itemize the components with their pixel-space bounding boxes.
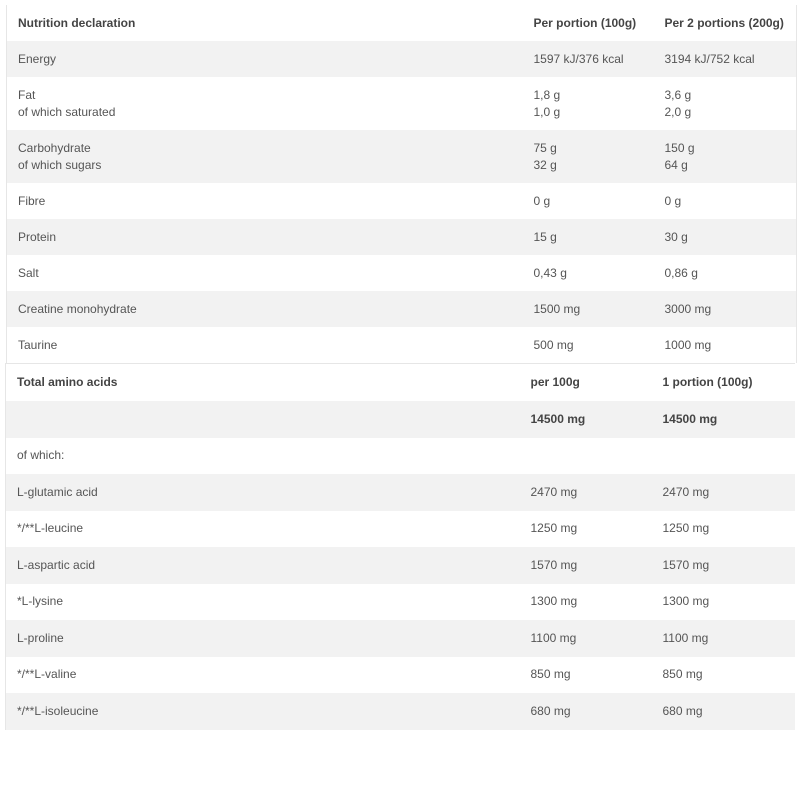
cell-value: 0,43 g — [533, 265, 567, 280]
row-label: of which: — [17, 448, 65, 462]
cell-value: 1500 mg — [533, 301, 581, 316]
per-portion-cell — [523, 255, 654, 291]
cell-value: 30 g — [664, 229, 688, 244]
column-header: Nutrition declaration — [18, 15, 136, 30]
per-portion-cell — [523, 77, 654, 130]
per-2-portions-cell — [654, 183, 797, 219]
cell-value: 500 mg — [533, 337, 574, 352]
cell-value: 850 mg — [662, 667, 703, 681]
row-label — [7, 41, 523, 77]
of-which-row — [6, 438, 795, 474]
cell-value: 1100 mg — [662, 630, 709, 645]
cell-value: 1000 mg — [664, 337, 712, 352]
per-portion-cell — [523, 41, 654, 77]
row-label: L-glutamic acid — [17, 484, 98, 499]
row-label — [7, 219, 523, 255]
cell-value: 1300 mg — [662, 594, 710, 608]
cell-value: 3194 kJ/752 kcal — [664, 51, 755, 66]
per-2-portions-cell — [654, 130, 797, 183]
cell-value: 150 g — [664, 140, 695, 155]
row-label: */**L-valine — [17, 667, 77, 681]
table-row — [6, 620, 795, 657]
per-2-portions-cell — [654, 327, 797, 363]
table-row — [7, 219, 797, 255]
per-2-portions-cell — [654, 255, 797, 291]
table-row — [6, 474, 795, 511]
per-2-portions-cell — [654, 41, 797, 77]
per-2-portions-cell — [654, 291, 797, 327]
column-header: 1 portion (100g) — [662, 374, 753, 389]
cell-value: 0,86 g — [664, 265, 698, 280]
row-label — [6, 401, 520, 438]
row-label — [7, 77, 523, 130]
table-row — [7, 327, 797, 363]
row-label-line: Taurine — [18, 337, 58, 352]
empty-cell — [652, 438, 795, 474]
cell-value: 0 g — [533, 193, 551, 208]
table-row — [6, 584, 795, 620]
per-portion-cell — [523, 130, 654, 183]
row-label-line: Protein — [18, 229, 57, 244]
cell-value: 2470 mg — [530, 484, 578, 499]
column-header: per 100g — [530, 374, 580, 389]
cell-value: 15 g — [533, 229, 557, 244]
row-label-line: Salt — [18, 265, 39, 280]
row-label-line: Carbohydrate — [18, 140, 91, 155]
row-label: */**L-leucine — [17, 521, 84, 535]
cell-value: 32 g — [533, 157, 557, 172]
row-label — [7, 183, 523, 219]
table-row — [7, 183, 797, 219]
per-portion-cell — [523, 291, 654, 327]
cell-value: 1100 mg — [530, 630, 577, 645]
cell-value: 850 mg — [530, 667, 571, 681]
table-row — [6, 657, 795, 693]
table-row — [6, 511, 795, 547]
cell-value: 2,0 g — [664, 104, 692, 119]
per-portion-cell — [523, 219, 654, 255]
per-2-portions-cell — [654, 77, 797, 130]
table-row — [7, 77, 797, 130]
row-label: L-aspartic acid — [17, 557, 96, 572]
nutrition-declaration-table — [6, 5, 797, 363]
row-label-line: Fibre — [18, 193, 46, 208]
cell-value: 2470 mg — [662, 484, 710, 499]
cell-value: 0 g — [664, 193, 682, 208]
row-label-line: Energy — [18, 51, 57, 66]
table-row — [6, 693, 795, 730]
cell-value: 680 mg — [662, 703, 703, 718]
cell-value: 1250 mg — [530, 521, 578, 535]
row-label-line: of which saturated — [18, 104, 116, 119]
row-label — [7, 130, 523, 183]
total-row — [6, 401, 795, 438]
cell-value: 3000 mg — [664, 301, 712, 316]
empty-cell — [520, 438, 652, 474]
row-label-line: Creatine monohydrate — [18, 301, 137, 316]
row-label — [7, 327, 523, 363]
cell-value: 14500 mg — [530, 411, 586, 426]
cell-value: 3,6 g — [664, 87, 692, 102]
row-label-line: of which sugars — [18, 157, 102, 172]
row-label — [7, 291, 523, 327]
per-portion-cell — [523, 183, 654, 219]
cell-value: 14500 mg — [662, 411, 718, 426]
table-row — [7, 255, 797, 291]
per-2-portions-cell — [654, 219, 797, 255]
row-label: */**L-isoleucine — [17, 703, 99, 718]
cell-value: 1597 kJ/376 kcal — [533, 51, 624, 66]
table-row — [7, 41, 797, 77]
table-row — [7, 291, 797, 327]
amino-acids-table — [5, 363, 795, 730]
cell-value: 680 mg — [530, 703, 571, 718]
row-label — [7, 255, 523, 291]
cell-value: 1250 mg — [662, 521, 710, 535]
cell-value: 75 g — [533, 140, 557, 155]
row-label: *L-lysine — [17, 594, 64, 608]
cell-value: 1570 mg — [662, 557, 710, 572]
cell-value: 1,8 g — [533, 87, 561, 102]
column-header: Per portion (100g) — [533, 15, 637, 30]
cell-value: 1570 mg — [530, 557, 578, 572]
table-header-row — [6, 364, 795, 401]
table-row — [7, 130, 797, 183]
row-label-line: Fat — [18, 87, 36, 102]
table-header-row — [7, 5, 797, 41]
cell-value: 1300 mg — [530, 594, 578, 608]
cell-value: 1,0 g — [533, 104, 561, 119]
per-portion-cell — [523, 327, 654, 363]
column-header: Total amino acids — [17, 374, 118, 389]
cell-value: 64 g — [664, 157, 688, 172]
row-label: L-proline — [17, 630, 64, 645]
column-header: Per 2 portions (200g) — [664, 15, 784, 30]
table-row — [6, 547, 795, 584]
